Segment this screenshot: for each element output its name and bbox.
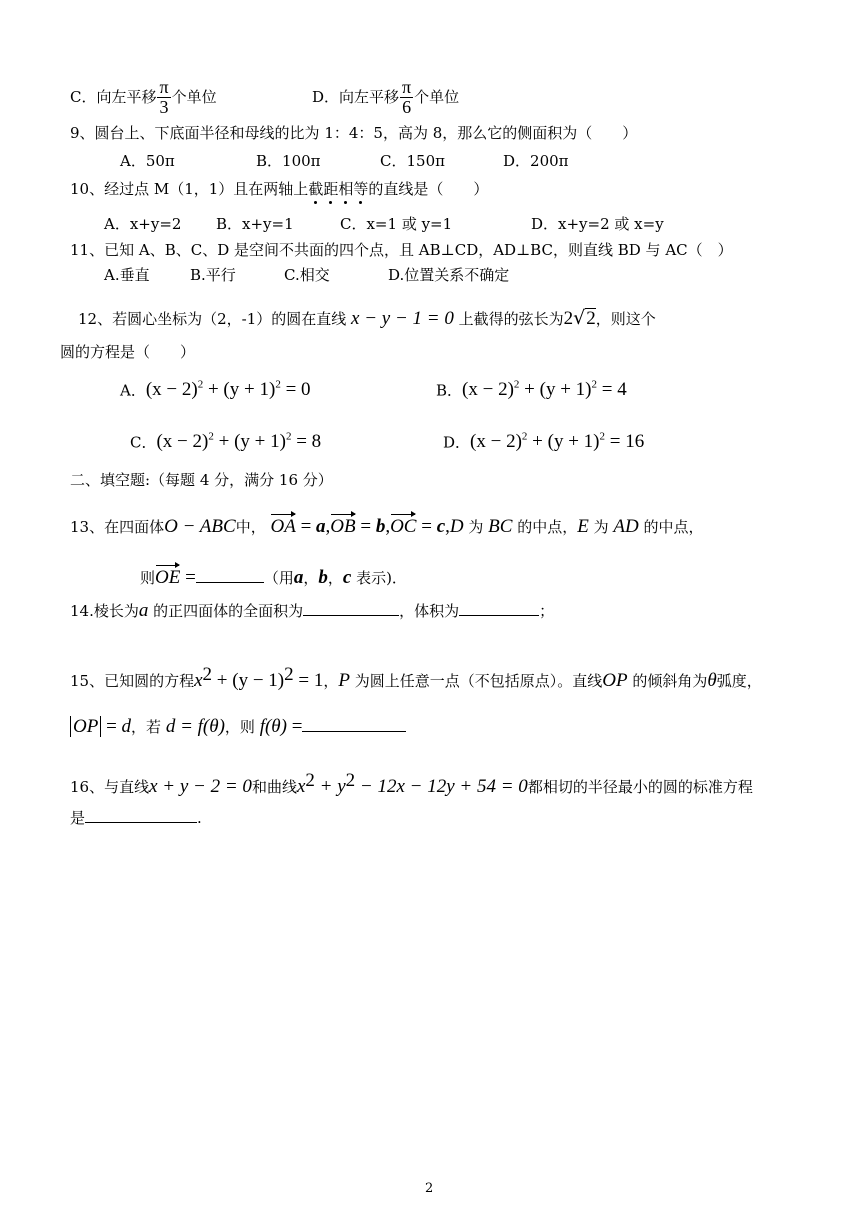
emphasis-dot-char: 截 <box>308 180 324 198</box>
q12-stem-a: 12、若圆心坐标为（2，-1）的圆在直线 <box>78 310 347 328</box>
q8-option-d-prefix: D．向左平移 <box>312 87 400 106</box>
vector-b: b <box>375 516 386 537</box>
fraction-pi-3: $\frac{\pi}{3}$ <box>159 77 169 117</box>
q12-option-c-label: C． <box>130 433 157 452</box>
q16-line1: 16、与直线x + y − 2 = 0和曲线$x^2 + y^2 - 12x - 12y + 54 = 0$都相切的半径最小的圆的标准方程 <box>70 770 753 797</box>
q8-option-c-prefix: C．向左平移 <box>70 87 157 106</box>
q8-option-d <box>312 78 459 117</box>
circle-equation: + (y − 1) <box>212 670 285 691</box>
q12-option-d-label: D． <box>443 433 471 452</box>
vector-c: c <box>436 516 446 537</box>
q11-option-a: A.垂直 <box>104 266 150 284</box>
section-title: 二、填空题:（每题 4 分，满分 16 分） <box>70 471 333 489</box>
q9-stem: 9、圆台上、下底面半径和母线的比为 1：4：5，高为 8，那么它的侧面积为（ ） <box>70 124 638 142</box>
q11-option-c: C.相交 <box>284 266 330 284</box>
q12-stem-c: ，则这个 <box>595 310 656 328</box>
q12-option-a <box>120 380 311 399</box>
q12-stem-b: 上截得的弦长为 <box>458 310 564 328</box>
q10-stem-before: 10、经过点 M（1，1）且在两轴上 <box>70 180 309 198</box>
line-equation: x + y − 2 = 0 <box>149 776 252 797</box>
vector-ob: OB <box>330 512 355 536</box>
curve-equation: − 12x − 12y + 54 = 0 <box>355 776 528 797</box>
q12-stem-line2: 圆的方程是（ ） <box>60 343 196 361</box>
q14: 14.棱长为a 的正四面体的全面积为 ，体积为 ； <box>70 600 555 621</box>
answer-blank-area[interactable] <box>303 601 399 616</box>
q12-chord-radicand: 2 <box>586 308 596 329</box>
emphasis-dot-char: 相 <box>338 180 354 198</box>
answer-blank-volume[interactable] <box>459 601 539 616</box>
q15-line1: 15、已知圆的方程$x^2 + (y - 1)^2 = 1$，P 为圆上任意一点（不包括原点）。直线OP 的倾斜角为θ弧度， <box>70 664 762 691</box>
emphasis-dot-char: 等 <box>353 180 369 198</box>
q12-option-c <box>130 432 321 451</box>
q12-stem: 12、若圆心坐标为（2，-1）的圆在直线 x − y − 1 = 0 上截得的弦长为2√2，则这个 <box>78 307 656 329</box>
q10-option-c: C．x=1 或 y=1 <box>340 215 453 233</box>
q11-option-d: D.位置关系不确定 <box>388 266 510 284</box>
answer-blank[interactable] <box>196 568 264 583</box>
emphasis-dot-char: 距 <box>323 180 339 198</box>
equation: $(x - 2)^2 + (y + 1)^2 = 0$ <box>145 379 311 401</box>
vector-oa: OA <box>270 512 295 536</box>
q13-line2: 则OE = （用a，b，c 表示)． <box>140 563 407 587</box>
q9-option-a: A．50π <box>120 152 175 170</box>
answer-blank[interactable] <box>302 717 406 732</box>
equation: $(x - 2)^2 + (y + 1)^2 = 8$ <box>156 431 322 453</box>
q9-option-c: C．150π <box>380 152 445 170</box>
tetrahedron-name: O − ABC <box>164 516 236 537</box>
q12-chord-coefficient: 2 <box>563 308 574 329</box>
fraction-pi-6: $\frac{\pi}{6}$ <box>402 77 412 117</box>
q12-option-d <box>443 432 644 451</box>
q12-option-a-label: A． <box>120 381 146 400</box>
q12-option-b <box>436 380 627 399</box>
vector-a: a <box>316 516 326 537</box>
equation: $(x - 2)^2 + (y + 1)^2 = 4$ <box>462 379 627 401</box>
q12-line-equation: x − y − 1 = 0 <box>351 308 454 329</box>
q9-option-d: D．200π <box>503 152 569 170</box>
op-abs: OP <box>70 716 101 737</box>
q10-option-b: B．x+y=1 <box>216 215 294 233</box>
vector-oe: OE <box>155 563 180 587</box>
q16-line2: 是 . <box>70 809 202 827</box>
q15-line2: OP = d，若 d = f(θ)，则 f(θ) = <box>70 717 406 736</box>
q10-stem-after: 的直线是（ ） <box>368 180 489 198</box>
answer-blank[interactable] <box>85 808 197 823</box>
vector-oc: OC <box>390 512 416 536</box>
q13-line1: 13、在四面体O − ABC中， OA = a,OB = b,OC = c,D 为 BC 的中点，E 为 AD 的中点， <box>70 512 704 536</box>
q9-option-b: B．100π <box>256 152 321 170</box>
page-number: 2 <box>425 1181 434 1196</box>
equation: $(x - 2)^2 + (y + 1)^2 = 16$ <box>470 431 645 453</box>
q11-option-b: B.平行 <box>190 266 236 284</box>
q11-stem: 11、已知 A、B、C、D 是空间不共面的四个点，且 AB⊥CD，AD⊥BC，则直线 BD 与 AC（ ） <box>70 241 733 259</box>
q8-option-c-suffix: 个单位 <box>171 87 217 106</box>
q10-stem <box>70 182 488 197</box>
q8-option-c <box>70 78 217 117</box>
q8-option-d-suffix: 个单位 <box>414 87 460 106</box>
q10-option-a: A．x+y=2 <box>104 215 182 233</box>
q10-option-d: D．x+y=2 或 x=y <box>531 215 664 233</box>
q12-option-b-label: B． <box>436 381 463 400</box>
